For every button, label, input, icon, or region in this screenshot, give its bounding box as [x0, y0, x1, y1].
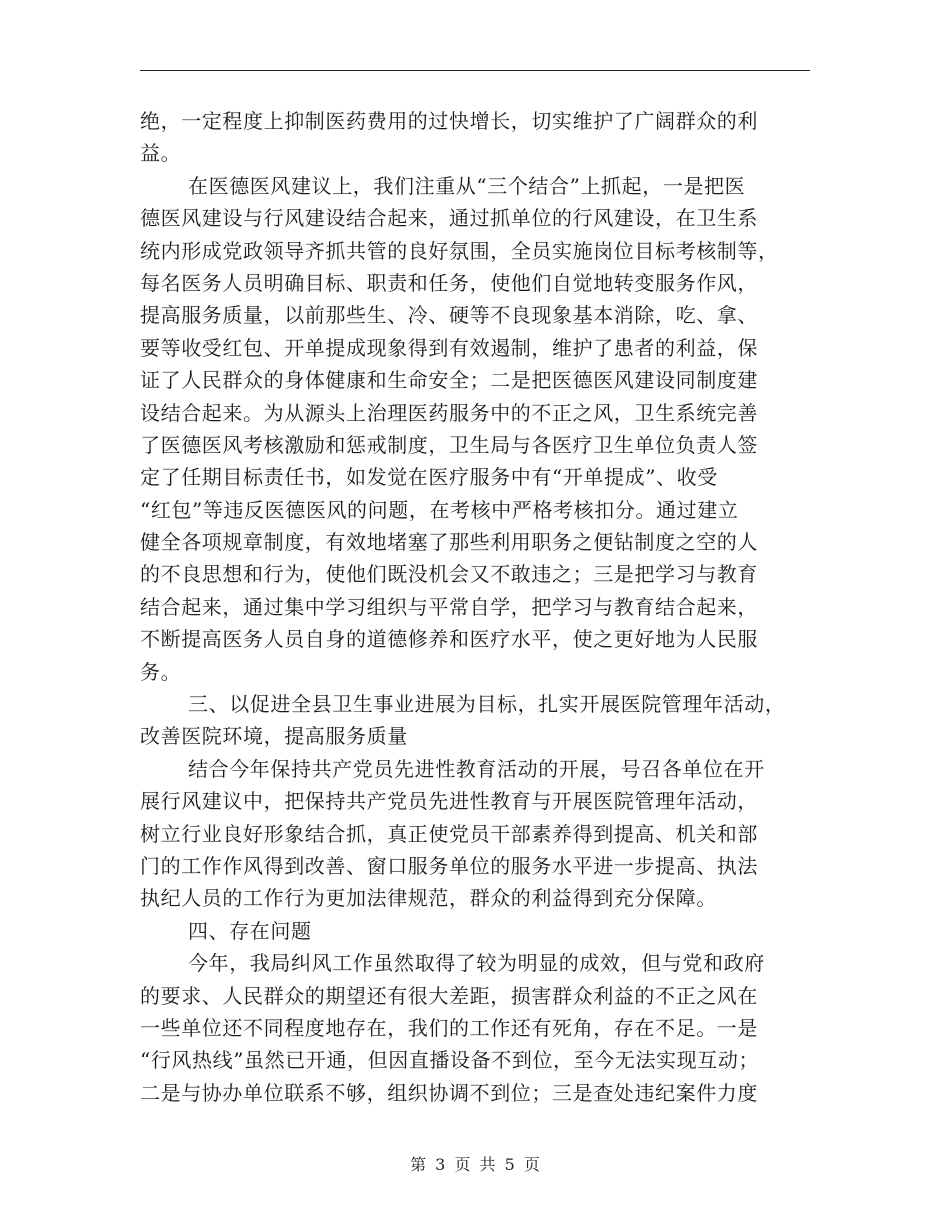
text-line: 了医德医风考核激励和惩戒制度，卫生局与各医疗卫生单位负责人签	[140, 432, 758, 457]
text-line: 健全各项规章制度，有效地堵塞了那些利用职务之便钻制度之空的人	[140, 530, 758, 555]
text-line: 证了人民群众的身体健康和生命安全；二是把医德医风建设同制度建	[140, 368, 758, 393]
text-line: 统内形成党政领导齐抓共管的良好氛围，全员实施岗位目标考核制等，	[140, 238, 779, 263]
text-line: 不断提高医务人员自身的道德修养和医疗水平，使之更好地为人民服	[140, 627, 758, 652]
text-line: 结合起来，通过集中学习组织与平常自学，把学习与教育结合起来，	[140, 594, 758, 619]
text-line: 展行风建议中，把保持共产党员先进性教育与开展医院管理年活动，	[140, 789, 758, 814]
text-line: 改善医院环境，提高服务质量	[140, 724, 408, 749]
page-number: 第 3 页 共 5 页	[410, 1155, 540, 1174]
text-line: 益。	[140, 141, 182, 166]
text-line: 在医德医风建议上，我们注重从“三个结合”上抓起，一是把医	[188, 173, 746, 198]
text-line: 每名医务人员明确目标、职责和任务，使他们自觉地转变服务作风，	[140, 270, 758, 295]
text-line: 门的工作作风得到改善、窗口服务单位的服务水平进一步提高、执法	[140, 853, 758, 878]
text-line: 定了任期目标责任书，如发觉在医疗服务中有“开单提成”、收受	[140, 465, 718, 490]
text-line: 结合今年保持共产党员先进性教育活动的开展，号召各单位在开	[188, 756, 765, 781]
text-line: 树立行业良好形象结合抓，真正使党员干部素养得到提高、机关和部	[140, 821, 758, 846]
text-line: 四、存在问题	[188, 918, 312, 943]
text-line: 要等收受红包、开单提成现象得到有效遏制，维护了患者的利益，保	[140, 335, 758, 360]
text-line: 设结合起来。为从源头上治理医药服务中的不正之风，卫生系统完善	[140, 400, 758, 425]
text-line: “红包”等违反医德医风的问题，在考核中严格考核扣分。通过建立	[140, 497, 739, 522]
text-line: 执纪人员的工作行为更加法律规范，群众的利益得到充分保障。	[140, 886, 717, 911]
text-line: 德医风建设与行风建设结合起来，通过抓单位的行风建设，在卫生系	[140, 206, 758, 231]
text-line: 提高服务质量，以前那些生、冷、硬等不良现象基本消除，吃、拿、	[140, 303, 758, 328]
document-body	[140, 105, 820, 1109]
text-line: 一些单位还不同程度地存在，我们的工作还有死角，存在不足。一是	[140, 1015, 758, 1040]
header-rule	[140, 70, 810, 71]
text-line: 绝，一定程度上抑制医药费用的过快增长，切实维护了广阔群众的利	[140, 109, 758, 133]
text-line: 的不良思想和行为，使他们既没机会又不敢违之；三是把学习与教育	[140, 562, 758, 587]
text-line: 二是与协办单位联系不够，组织协调不到位；三是查处违纪案件力度	[140, 1080, 758, 1105]
text-line: 今年，我局纠风工作虽然取得了较为明显的成效，但与党和政府	[188, 951, 765, 976]
text-line: 的要求、人民群众的期望还有很大差距，损害群众利益的不正之风在	[140, 983, 758, 1008]
text-line: “行风热线”虽然已开通，但因直播设备不到位，至今无法实现互动；	[140, 1048, 760, 1073]
text-line: 务。	[140, 659, 182, 684]
text-line: 三、以促进全县卫生事业进展为目标，扎实开展医院管理年活动，	[188, 692, 786, 717]
